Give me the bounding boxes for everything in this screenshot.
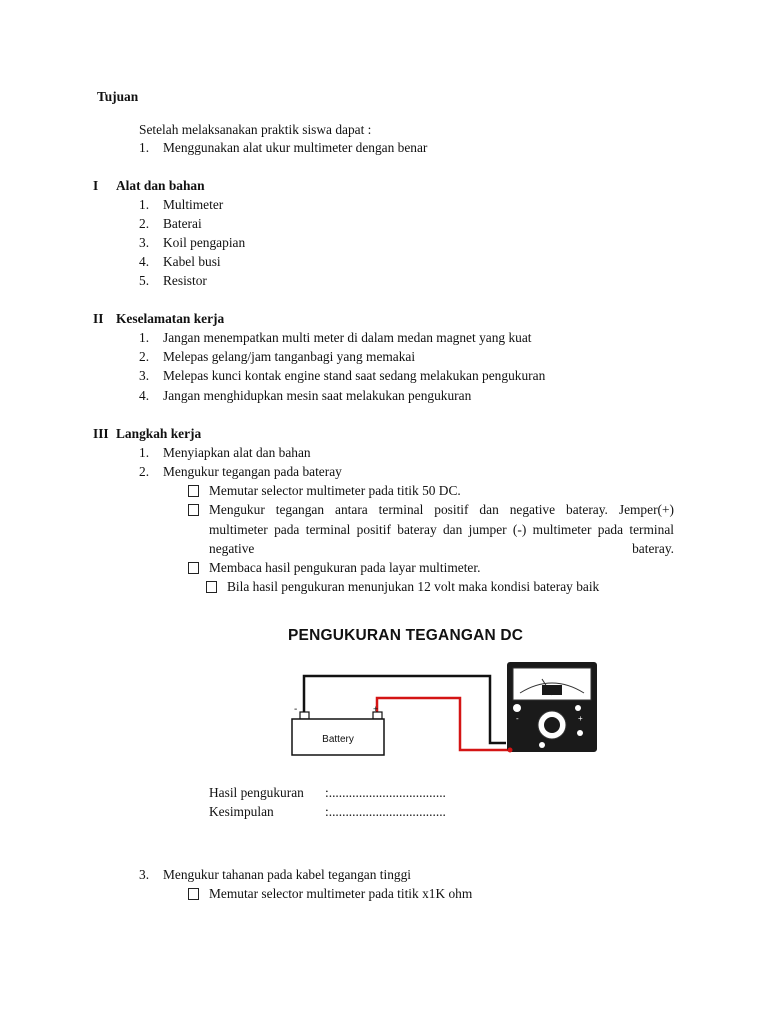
list-item: Melepas gelang/jam tanganbagi yang memakai (163, 349, 416, 364)
section-heading-keselamatan: Keselamatan kerja (116, 311, 225, 326)
hasil-value-field: :................................... (325, 785, 446, 800)
hasil-label: Hasil pengukuran (209, 785, 304, 800)
list-item: Mengukur tahanan pada kabel tegangan tinggi (163, 867, 412, 882)
dc-voltage-diagram (280, 655, 610, 760)
tujuan-intro: Setelah melaksanakan praktik siswa dapat : (139, 122, 372, 137)
list-number: 2. (139, 216, 150, 231)
battery-terminal-negative (300, 712, 309, 719)
list-number: 2. (139, 464, 150, 479)
list-number: 5. (139, 273, 150, 288)
list-item: Jangan menempatkan multi meter di dalam medan magnet yang kuat (163, 330, 532, 345)
list-item: Multimeter (163, 197, 224, 212)
battery-plus-label: + (373, 704, 379, 714)
section-heading-tujuan: Tujuan (97, 89, 139, 104)
battery-minus-label: - (294, 704, 298, 715)
bullet-box-icon (206, 581, 217, 593)
bullet-text: Memutar selector multimeter pada titik 50 DC. (209, 483, 461, 498)
list-number: 1. (139, 445, 150, 460)
list-number: 3. (139, 368, 150, 383)
kesimpulan-label: Kesimpulan (209, 804, 274, 819)
list-item: Resistor (163, 273, 207, 288)
section-number-ii: II (93, 311, 104, 326)
meter-plus-label: + (578, 714, 583, 723)
list-number: 1. (139, 330, 150, 345)
list-item: Melepas kunci kontak engine stand saat sedang melakukan pengukuran (163, 368, 546, 383)
list-number: 3. (139, 867, 150, 882)
diagram-title: PENGUKURAN TEGANGAN DC (288, 627, 524, 644)
sub-bullet-text: Bila hasil pengukuran menunjukan 12 volt maka kondisi bateray baik (227, 579, 600, 594)
list-item: Jangan menghidupkan mesin saat melakukan pengukuran (163, 388, 472, 403)
list-number: 4. (139, 254, 150, 269)
list-item: Kabel busi (163, 254, 221, 269)
list-item: Menggunakan alat ukur multimeter dengan benar (163, 140, 428, 155)
bullet-box-icon (188, 504, 199, 516)
list-number: 1. (139, 140, 150, 155)
list-item: Mengukur tegangan pada bateray (163, 464, 342, 479)
section-number-i: I (93, 178, 99, 193)
bullet-box-icon (188, 888, 199, 900)
list-item: Menyiapkan alat dan bahan (163, 445, 311, 460)
kesimpulan-value-field: :................................... (325, 804, 446, 819)
bullet-box-icon (188, 562, 199, 574)
section-heading-langkah: Langkah kerja (116, 426, 202, 441)
list-number: 4. (139, 388, 150, 403)
meter-minus-label: - (516, 714, 519, 723)
section-heading-alat: Alat dan bahan (116, 178, 205, 193)
bullet-text: Mengukur tegangan antara terminal positif dan negative bateray. Jemper(+) multimeter pada terminal positif bateray dan jumper (-) multimeter pada terminal negative bateray. (209, 502, 674, 556)
list-item: Baterai (163, 216, 202, 231)
list-number: 1. (139, 197, 150, 212)
section-number-iii: III (93, 426, 109, 441)
battery-label: Battery (322, 734, 354, 745)
list-item: Koil pengapian (163, 235, 246, 250)
list-number: 2. (139, 349, 150, 364)
list-number: 3. (139, 235, 150, 250)
bullet-text: Memutar selector multimeter pada titik x1K ohm (209, 886, 473, 901)
bullet-text: Membaca hasil pengukuran pada layar multimeter. (209, 560, 481, 575)
bullet-box-icon (188, 485, 199, 497)
multimeter-icon (507, 662, 597, 753)
